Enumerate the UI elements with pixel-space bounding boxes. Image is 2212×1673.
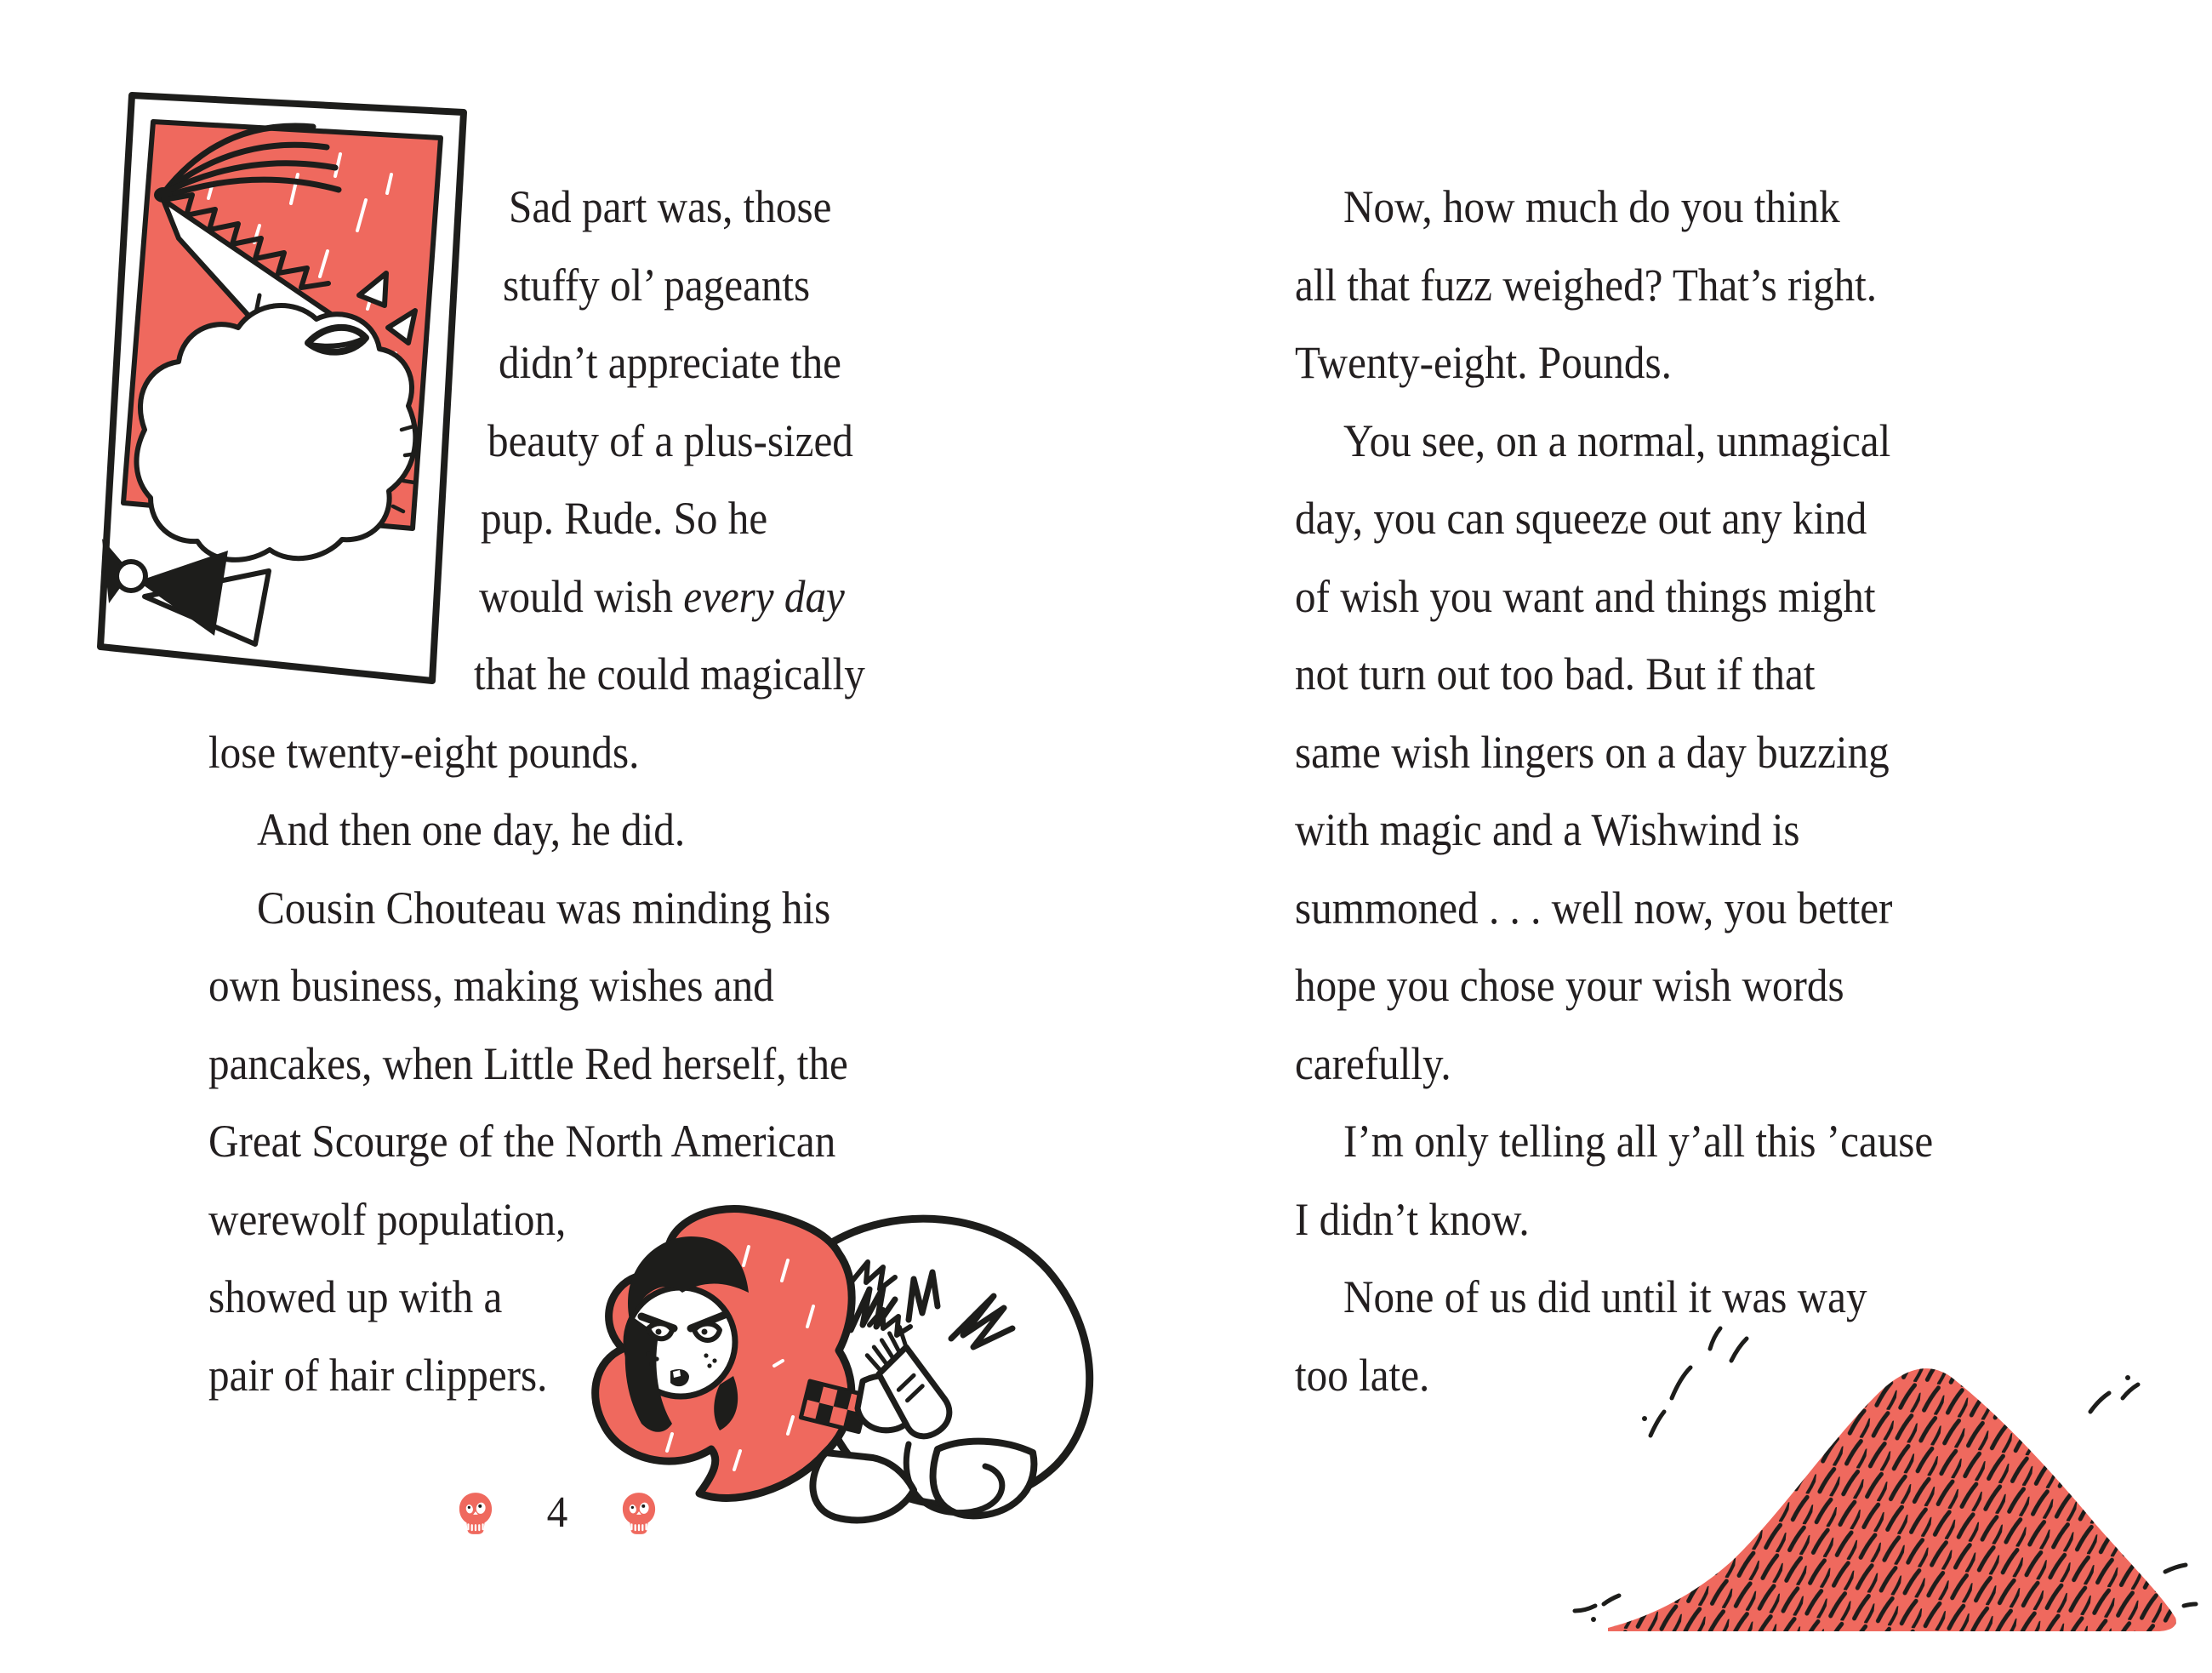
text-run: would wish [479,570,684,622]
text-line: werewolf population, [208,1193,567,1245]
text-line: carefully. [1295,1037,1451,1089]
page-number: 4 [546,1488,568,1537]
text-line: not turn out too bad. But if that [1295,648,1816,699]
text-line: Great Scourge of the North American [208,1116,836,1167]
book-page-right [1295,168,2078,1414]
framed-pup-illustration [85,72,476,694]
text-line: day, you can squeeze out any kind [1295,493,1867,544]
text-line: own business, making wishes and [208,960,774,1011]
text-line: too late. [1295,1349,1430,1401]
text-line: Twenty-eight. Pounds. [1295,337,1672,388]
text-line: lose twenty-eight pounds. [208,726,640,778]
text-line: hope you chose your wish words [1295,960,1844,1011]
text-line: didn’t appreciate the [499,337,841,388]
text-line: Sad part was, those [509,181,832,232]
text-line: stuffy ol’ pageants [503,259,811,311]
text-line: summoned . . . well now, you better [1295,882,1893,934]
text-line: And then one day, he did. [257,804,686,855]
skull-icon [621,1491,657,1535]
text-line: I’m only telling all y’all this ’cause [1343,1116,1934,1167]
text-line: that he could magically [474,648,865,699]
text-run-italic: every day [683,570,845,622]
text-line: of wish you want and things might [1295,570,1876,622]
text-line: beauty of a plus-sized [487,414,853,466]
text-line: You see, on a normal, unmagical [1343,414,1891,466]
text-line: showed up with a [208,1271,503,1322]
text-line: pair of hair clippers. [208,1349,548,1401]
page-number-row [458,1488,657,1537]
text-line: None of us did until it was way [1343,1271,1867,1322]
text-line: pup. Rude. So he [481,493,768,544]
skull-icon [458,1491,493,1535]
text-line: Cousin Chouteau was minding his [257,882,831,934]
fuzz-pile-illustration [1570,1315,2199,1655]
text-line [479,558,930,637]
text-line: Now, how much do you think [1343,181,1840,232]
text-line: same wish lingers on a day buzzing [1295,726,1890,778]
text-line: I didn’t know. [1295,1193,1530,1245]
little-red-illustration [570,1179,1149,1655]
text-line: with magic and a Wishwind is [1295,804,1800,855]
text-line: pancakes, when Little Red herself, the [208,1037,848,1089]
text-line: all that fuzz weighed? That’s right. [1295,259,1878,311]
